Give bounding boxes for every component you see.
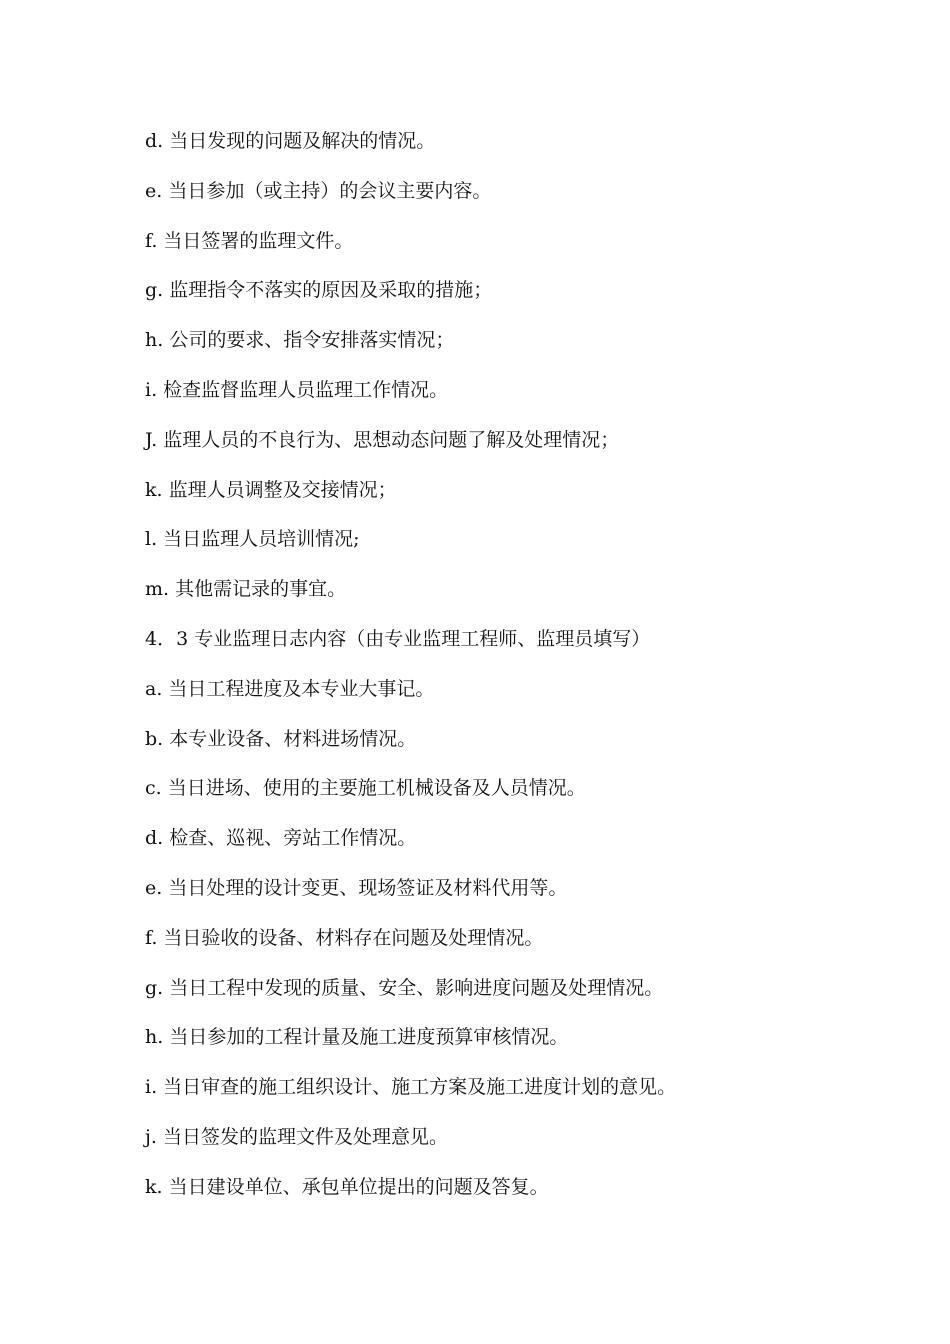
text-line: f. 当日签署的监理文件。 [145,229,354,252]
text-line: g. 监理指令不落实的原因及采取的措施； [145,279,493,302]
text-line: e. 当日参加（或主持）的会议主要内容。 [145,179,492,202]
text-line: l. 当日监理人员培训情况; [145,528,360,551]
text-line: h. 当日参加的工程计量及施工进度预算审核情况。 [145,1026,569,1049]
text-line: m. 其他需记录的事宜。 [145,578,347,601]
text-line: b. 本专业设备、材料进场情况。 [145,727,417,750]
text-line: i. 检查监督监理人员监理工作情况。 [145,378,449,401]
text-line: f. 当日验收的设备、材料存在问题及处理情况。 [145,926,544,949]
text-line: k. 监理人员调整及交接情况； [145,478,397,501]
text-line: a. 当日工程进度及本专业大事记。 [145,677,435,700]
text-line: e. 当日处理的设计变更、现场签证及材料代用等。 [145,876,568,899]
text-line: g. 当日工程中发现的质量、安全、影响进度问题及处理情况。 [145,976,664,999]
text-line: d. 当日发现的问题及解决的情况。 [145,130,436,152]
text-line: J. 监理人员的不良行为、思想动态问题了解及处理情况； [145,428,620,451]
text-line: j. 当日签发的监理文件及处理意见。 [145,1125,448,1148]
text-line: h. 公司的要求、指令安排落实情况； [145,329,455,352]
document-body [145,123,845,1219]
text-line: d. 检查、巡视、旁站工作情况。 [145,827,417,850]
text-line: k. 当日建设单位、承包单位提出的问题及答复。 [145,1175,549,1198]
section-heading: 4．3 专业监理日志内容（由专业监理工程师、监理员填写） [145,627,651,650]
text-line: c. 当日进场、使用的主要施工机械设备及人员情况。 [145,777,586,800]
text-line: i. 当日审查的施工组织设计、施工方案及施工进度计划的意见。 [145,1076,677,1099]
